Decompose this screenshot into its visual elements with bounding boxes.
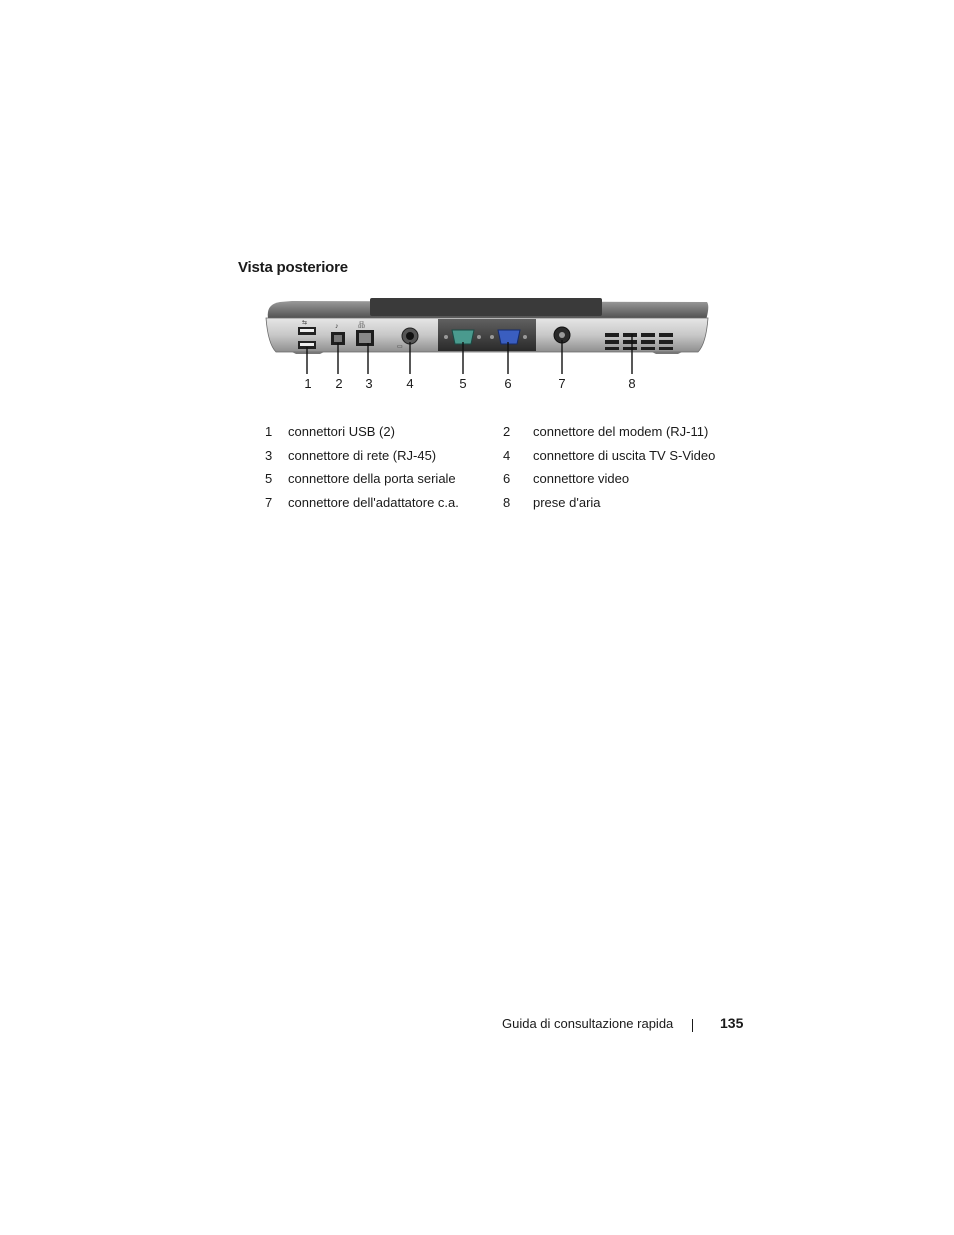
svg-text:⇆: ⇆ [302,320,308,326]
page-number: 135 [720,1015,744,1031]
page-footer [0,1015,954,1035]
svg-text:品: 品 [358,322,365,329]
legend-row [262,471,732,495]
legend-text: connettore dell'adattatore c.a. [288,494,459,510]
legend-number: 5 [265,471,273,486]
legend-row [262,448,732,472]
callout-3: 3 [365,376,373,391]
laptop-back-svg [262,296,712,376]
callout-2: 2 [335,376,343,391]
legend-text: connettore del modem (RJ-11) [533,424,709,439]
legend-text: connettore della porta seriale [288,471,456,486]
legend-text: prese d'aria [533,494,601,510]
callout-5: 5 [459,376,467,391]
legend-number: 7 [265,494,273,510]
legend-number: 4 [503,447,511,463]
legend-table [262,424,732,518]
footer-separator [692,1019,693,1032]
figure-callouts [262,376,712,398]
callout-6: 6 [504,376,512,391]
callout-8: 8 [628,376,636,391]
legend-row [262,495,732,519]
legend-number: 8 [503,494,511,510]
legend-text: connettore di rete (RJ-45) [288,447,437,463]
legend-number: 1 [265,424,273,439]
callout-1: 1 [304,376,312,391]
callout-7: 7 [558,376,566,391]
legend-number: 3 [265,447,273,463]
svg-text:♪: ♪ [335,323,339,330]
footer-book-title: Guida di consultazione rapida [502,1016,674,1031]
legend-row [262,424,732,448]
legend-number: 6 [503,471,511,486]
callout-4: 4 [406,376,414,391]
legend-text: connettore di uscita TV S-Video [533,447,716,463]
section-title: Vista posteriore [238,259,348,276]
legend-text: connettori USB (2) [288,424,395,439]
legend-number: 2 [503,424,511,439]
legend-text: connettore video [533,471,630,486]
svg-text:▭: ▭ [397,344,403,350]
